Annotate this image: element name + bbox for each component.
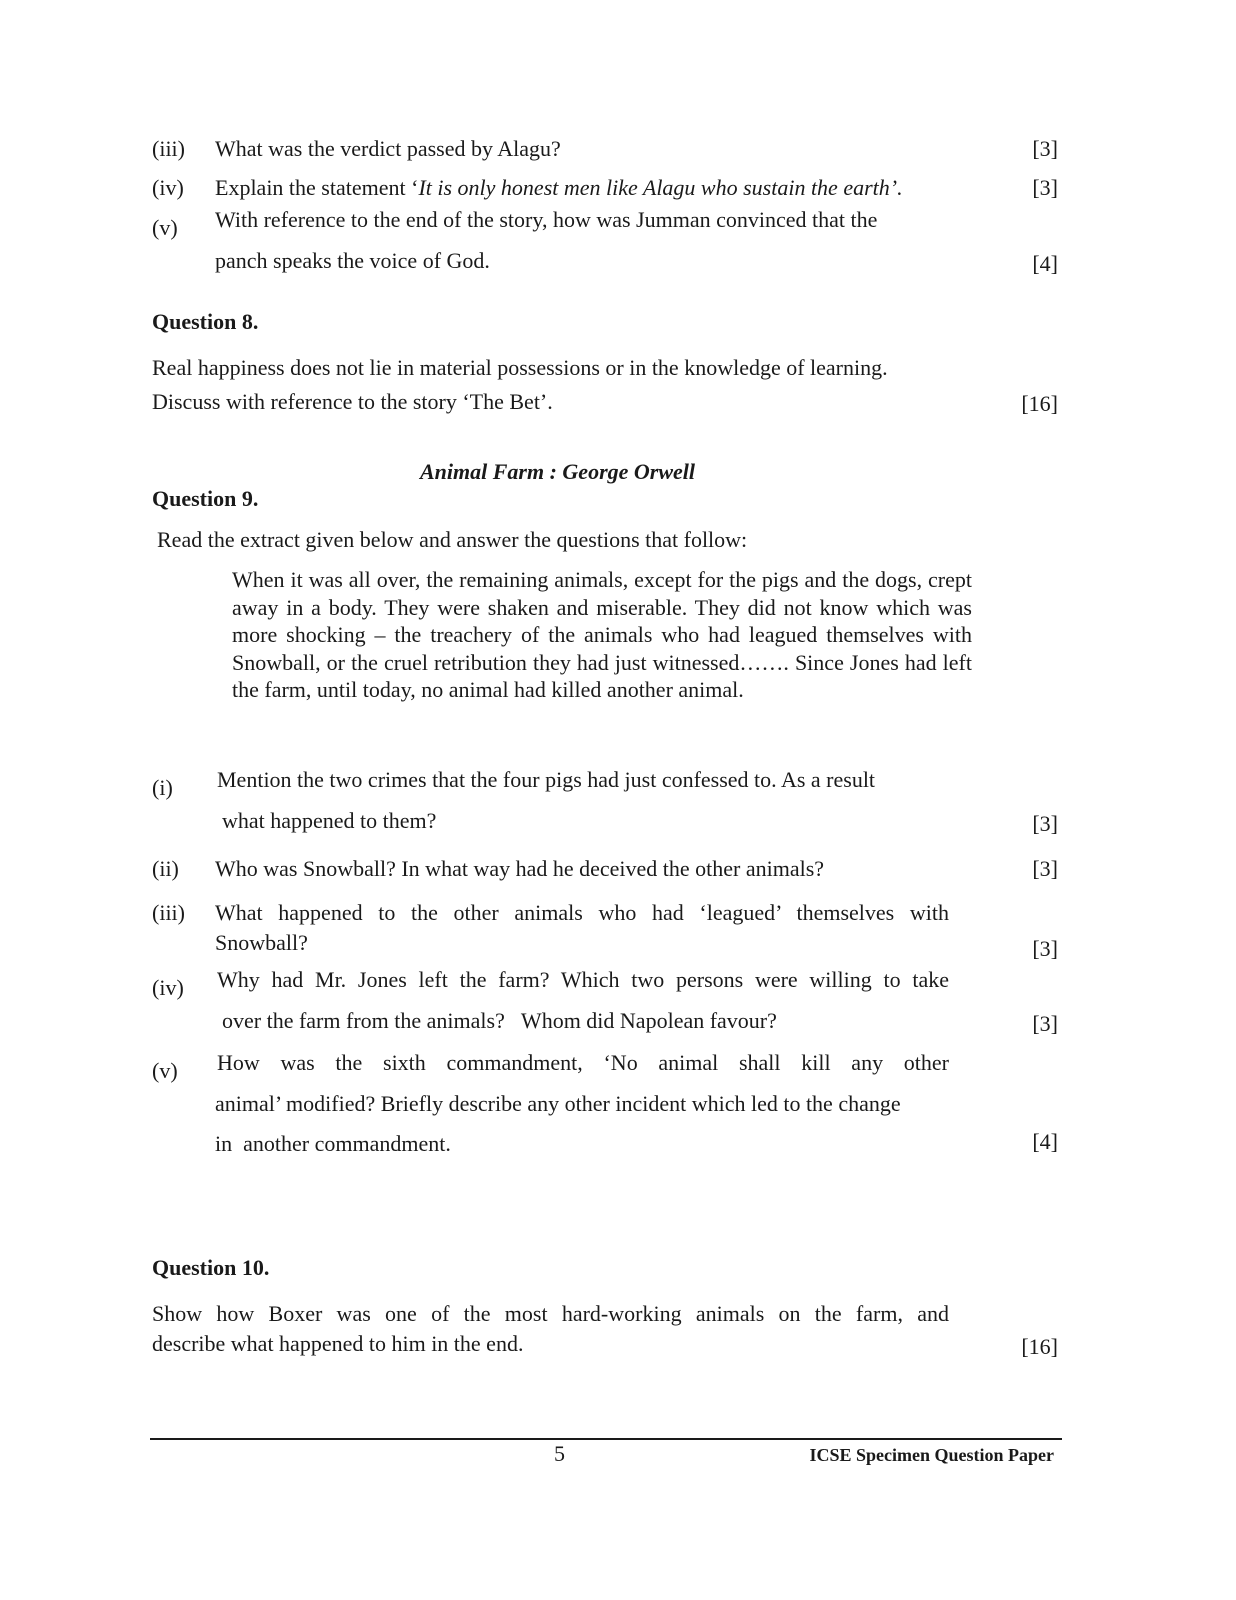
q9-i-line1: Mention the two crimes that the four pigs had just confessed to. As a result <box>217 767 876 792</box>
q9-iv-marks: [3] <box>1032 1011 1058 1036</box>
q7-iii-marks: [3] <box>1032 136 1058 161</box>
q9-v-number: (v) <box>152 1058 178 1083</box>
q9-iv-number: (iv) <box>152 975 184 1000</box>
q7-iii-number: (iii) <box>152 136 185 161</box>
q9-ii-text: Who was Snowball? In what way had he deceived the other animals? <box>215 856 825 881</box>
q10-marks: [16] <box>1021 1334 1058 1359</box>
q9-ii-number: (ii) <box>152 856 179 881</box>
q7-iv-text <box>215 175 903 201</box>
q9-v-line2: animal’ modified? Briefly describe any other incident which led to the change <box>215 1091 901 1116</box>
q9-v-line3: in another commandment. <box>215 1131 451 1156</box>
footer-rule <box>150 1438 1062 1440</box>
q9-heading: Question 9. <box>152 486 259 511</box>
q9-instruction: Read the extract given below and answer the questions that follow: <box>157 527 748 552</box>
q10-line1: Show how Boxer was one of the most hard-working animals on the farm, and <box>152 1301 949 1326</box>
q8-line1: Real happiness does not lie in material possessions or in the knowledge of learning. <box>152 355 888 380</box>
q8-line2: Discuss with reference to the story ‘The Bet’. <box>152 389 553 414</box>
q9-iii-line1: What happened to the other animals who had ‘leagued’ themselves with <box>215 900 949 925</box>
q10-text <box>152 1301 949 1357</box>
q7-v-marks: [4] <box>1032 251 1058 276</box>
q9-i-marks: [3] <box>1032 811 1058 836</box>
q9-i-line2: what happened to them? <box>222 808 437 833</box>
q7-iv-marks: [3] <box>1032 175 1058 200</box>
q9-v-line1-wrap <box>217 1050 949 1076</box>
q7-v-line1: With reference to the end of the story, how was Jumman convinced that the <box>215 207 878 232</box>
q7-iv-quote: It is only honest men like Alagu who sustain the earth’. <box>418 175 903 200</box>
q7-v-line2: panch speaks the voice of God. <box>215 248 490 273</box>
q10-line2: describe what happened to him in the end. <box>152 1331 524 1356</box>
q7-iv-text-plain: Explain the statement ‘ <box>215 175 419 200</box>
q9-iv-line1: Why had Mr. Jones left the farm? Which two persons were willing to take <box>217 967 949 992</box>
footer-page-number: 5 <box>554 1441 565 1466</box>
q9-iii-line2: Snowball? <box>215 930 308 955</box>
q9-ii-marks: [3] <box>1032 856 1058 881</box>
q9-iv-line1-wrap <box>217 967 949 993</box>
q9-iii-text <box>215 900 949 956</box>
q9-v-marks: [4] <box>1032 1129 1058 1154</box>
q10-heading: Question 10. <box>152 1255 270 1280</box>
footer-title: ICSE Specimen Question Paper <box>809 1445 1054 1465</box>
q9-extract <box>232 566 972 704</box>
q9-extract-text: When it was all over, the remaining animals, except for the pigs and the dogs, crept away in a body. They were shaken and miserable. They did not know which was more shocking – the treachery of the animals who had leagued themselves with Snowball, or the cruel retribution they had just witnessed……. Since Jones had left the farm, until today, no animal had killed another animal. <box>232 567 972 702</box>
q9-i-number: (i) <box>152 775 173 800</box>
q7-iv-number: (iv) <box>152 175 184 200</box>
section-title: Animal Farm : George Orwell <box>420 459 696 484</box>
q8-marks: [16] <box>1021 391 1058 416</box>
q9-iii-marks: [3] <box>1032 936 1058 961</box>
q8-heading: Question 8. <box>152 309 259 334</box>
q7-iii-text: What was the verdict passed by Alagu? <box>215 136 561 161</box>
q9-iii-number: (iii) <box>152 900 185 925</box>
q9-iv-line2: over the farm from the animals? Whom did Napolean favour? <box>222 1008 777 1033</box>
q9-v-line1: How was the sixth commandment, ‘No animal shall kill any other <box>217 1050 949 1075</box>
q7-v-number: (v) <box>152 215 178 240</box>
